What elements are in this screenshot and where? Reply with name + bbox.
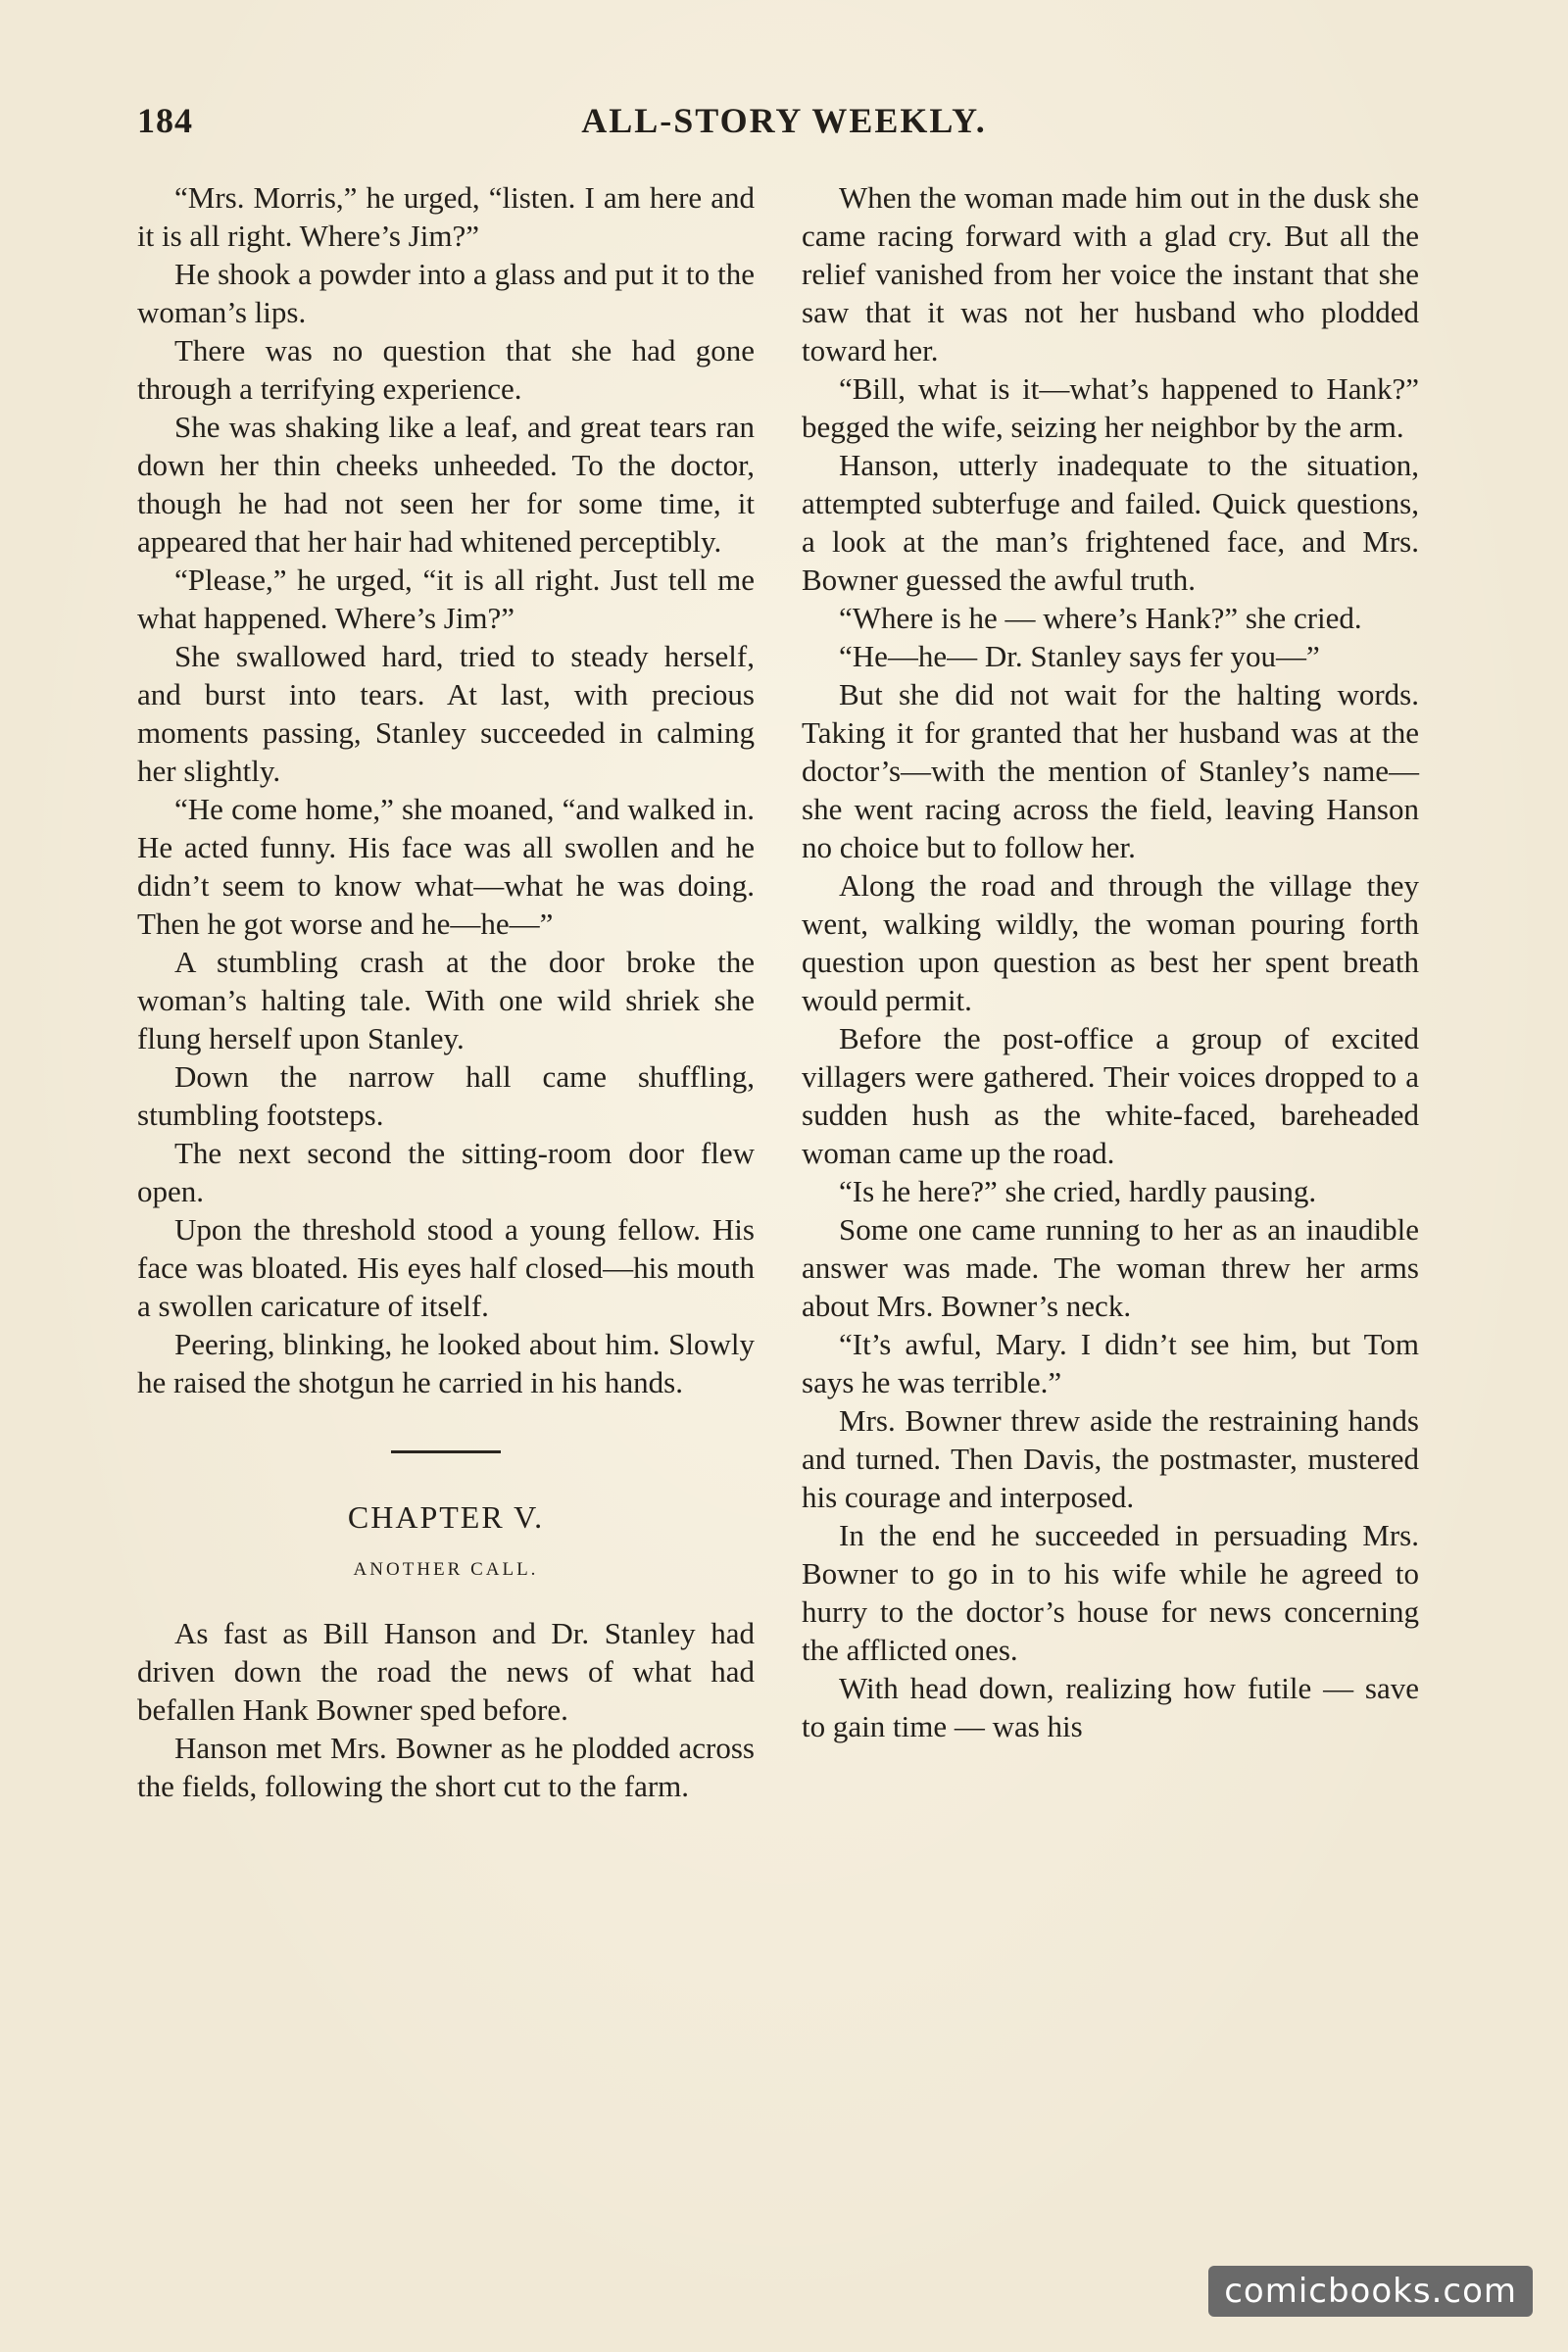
- paragraph: “He—he— Dr. Stanley says fer you—”: [839, 639, 1320, 673]
- right-column: [802, 178, 1419, 1745]
- page-header: [137, 100, 1431, 159]
- paragraph: As fast as Bill Hanson and Dr. Stanley had driven down the road the news of what had befallen Hank Bowner sped before.: [137, 1616, 755, 1727]
- paragraph: Hanson, utterly inadequate to the situation, attempted subterfuge and failed. Quick questions, a look at the man’s frightened face, and Mrs. Bowner guessed the awful truth.: [802, 448, 1419, 597]
- paragraph: Mrs. Bowner threw aside the restraining hands and turned. Then Davis, the postmaster, mustered his courage and interposed.: [802, 1403, 1419, 1514]
- left-column: [137, 178, 755, 1805]
- running-title: ALL-STORY WEEKLY.: [581, 101, 987, 140]
- paragraph: Upon the threshold stood a young fellow. His face was bloated. His eyes half closed—his mouth a swollen caricature of itself.: [137, 1212, 755, 1323]
- paragraph: “It’s awful, Mary. I didn’t see him, but Tom says he was terrible.”: [802, 1327, 1419, 1399]
- paragraph: “Bill, what is it—what’s happened to Hank?” begged the wife, seizing her neighbor by the arm.: [802, 371, 1419, 444]
- paragraph: The next second the sitting-room door flew open.: [137, 1136, 755, 1208]
- paragraph: Peering, blinking, he looked about him. Slowly he raised the shotgun he carried in his hands.: [137, 1327, 755, 1399]
- page-number: 184: [137, 101, 193, 140]
- paragraph: Some one came running to her as an inaudible answer was made. The woman threw her arms about Mrs. Bowner’s neck.: [802, 1212, 1419, 1323]
- paragraph: “Mrs. Morris,” he urged, “listen. I am here and it is all right. Where’s Jim?”: [137, 180, 755, 253]
- section-divider: [391, 1450, 501, 1453]
- paragraph: Along the road and through the village they went, walking wildly, the woman pouring forth question upon question as best her spent breath would permit.: [802, 868, 1419, 1017]
- paragraph: There was no question that she had gone through a terrifying experience.: [137, 333, 755, 406]
- paragraph: “He come home,” she moaned, “and walked in. He acted funny. His face was all swollen and he didn’t seem to know what—what he was doing. Then he got worse and he—he—”: [137, 792, 755, 941]
- paragraph: Before the post-office a group of excited villagers were gathered. Their voices dropped to a sudden hush as the white-faced, bareheaded woman came up the road.: [802, 1021, 1419, 1170]
- paragraph: A stumbling crash at the door broke the woman’s halting tale. With one wild shriek she flung herself upon Stanley.: [137, 945, 755, 1055]
- paragraph: When the woman made him out in the dusk she came racing forward with a glad cry. But all the relief vanished from her voice the instant that she saw that it was not her husband who plodded toward her.: [802, 180, 1419, 368]
- paragraph: He shook a powder into a glass and put it to the woman’s lips.: [137, 257, 755, 329]
- paragraph: She swallowed hard, tried to steady herself, and burst into tears. At last, with precious moments passing, Stanley succeeded in calming her slightly.: [137, 639, 755, 788]
- paragraph: Down the narrow hall came shuffling, stumbling footsteps.: [137, 1059, 755, 1132]
- chapter-title: CHAPTER V.: [347, 1499, 545, 1535]
- watermark: comicbooks.com: [1208, 2266, 1533, 2317]
- paragraph: With head down, realizing how futile — save to gain time — was his: [802, 1671, 1419, 1743]
- paragraph: But she did not wait for the halting words. Taking it for granted that her husband was at the doctor’s—with the mention of Stanley’s name—she went racing across the field, leaving Hanson no choice but to follow her.: [802, 677, 1419, 864]
- paragraph: Hanson met Mrs. Bowner as he plodded across the fields, following the short cut to the farm.: [137, 1731, 755, 1803]
- paragraph: “Is he here?” she cried, hardly pausing.: [839, 1174, 1317, 1208]
- paragraph: “Please,” he urged, “it is all right. Just tell me what happened. Where’s Jim?”: [137, 563, 755, 635]
- chapter-subtitle: ANOTHER CALL.: [353, 1559, 539, 1580]
- paragraph: “Where is he — where’s Hank?” she cried.: [839, 601, 1362, 635]
- paragraph: In the end he succeeded in persuading Mrs. Bowner to go in to his wife while he agreed to hurry to the doctor’s house for news concerning the afflicted ones.: [802, 1518, 1419, 1667]
- paragraph: She was shaking like a leaf, and great tears ran down her thin cheeks unheeded. To the doctor, though he had not seen her for some time, it appeared that her hair had whitened perceptibly.: [137, 410, 755, 559]
